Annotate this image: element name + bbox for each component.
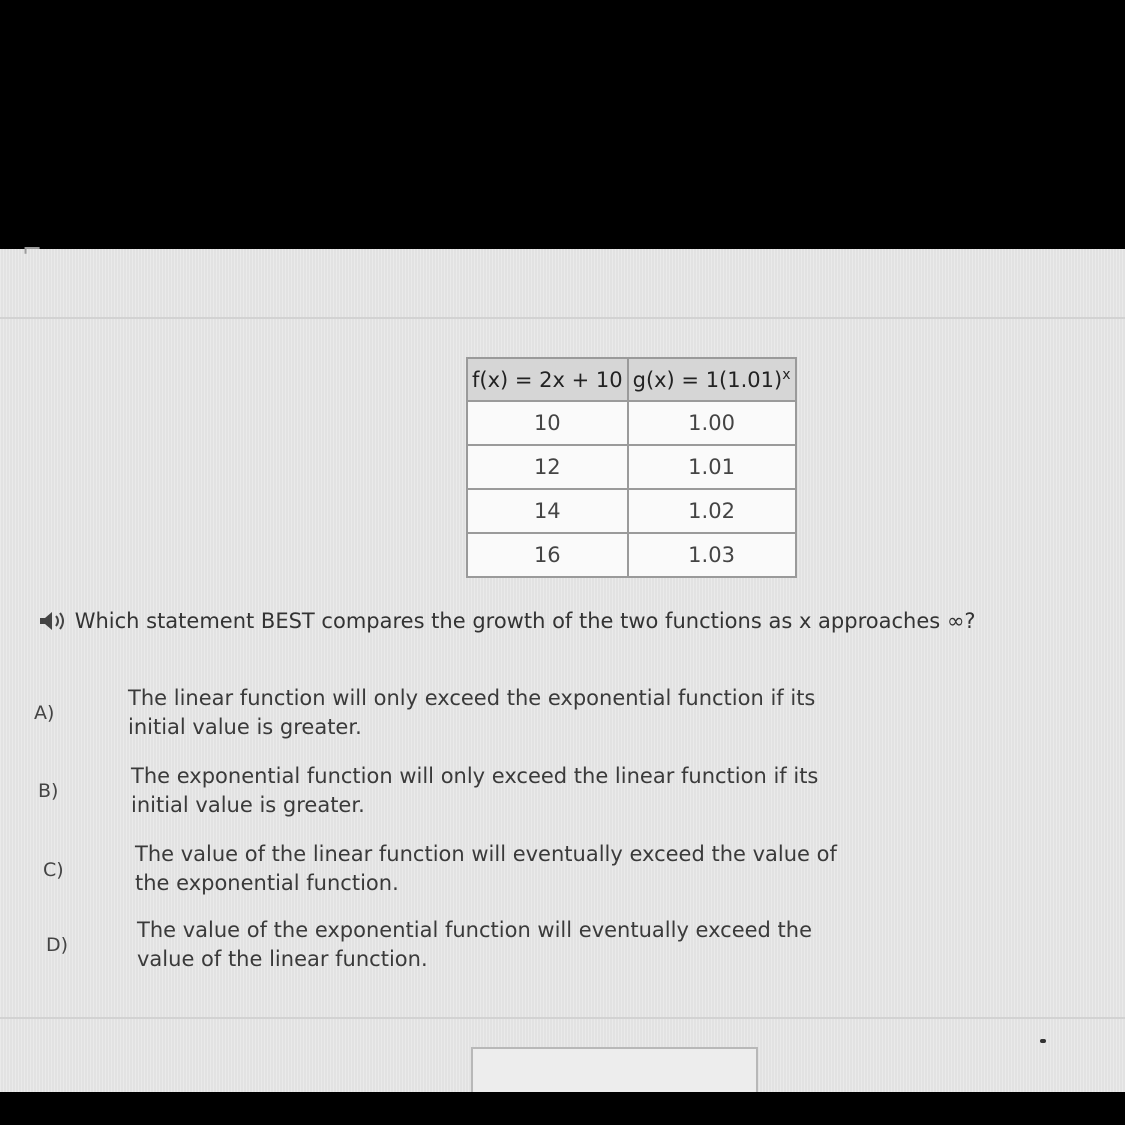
table-cell: 1.02 <box>628 489 796 533</box>
option-b-letter[interactable]: B) <box>38 780 59 802</box>
question-text: Which statement BEST compares the growth of the two functions as x approaches ∞? <box>74 609 976 633</box>
divider <box>0 1017 1125 1019</box>
table-cell: 14 <box>467 489 628 533</box>
table-cell: 16 <box>467 533 628 577</box>
table-row <box>467 489 796 533</box>
option-c-text[interactable]: The value of the linear function will eventually exceed the value of the exponential function. <box>135 842 837 895</box>
table-row <box>467 533 796 577</box>
question-prompt <box>38 609 1098 633</box>
table-row <box>467 445 796 489</box>
option-d-letter[interactable]: D) <box>46 934 69 956</box>
option-d-text[interactable]: The value of the exponential function will eventually exceed the value of the linear function. <box>137 918 813 971</box>
table-cell: 10 <box>467 401 628 445</box>
quiz-screen <box>0 235 1125 1092</box>
speaker-icon[interactable] <box>38 611 68 631</box>
table-header-row <box>467 358 796 401</box>
cursor-mark <box>1040 1039 1046 1043</box>
table-cell: 1.01 <box>628 445 796 489</box>
table-row <box>467 401 796 445</box>
option-c-letter[interactable]: C) <box>43 859 64 881</box>
option-b-text[interactable]: The exponential function will only exceed the linear function if its initial value is greater. <box>131 764 819 817</box>
table-header-g-base: g(x) = 1(1.01) <box>632 368 783 392</box>
table-cell: 1.03 <box>628 533 796 577</box>
option-a-letter[interactable]: A) <box>34 702 55 724</box>
option-a-text[interactable]: The linear function will only exceed the exponential function if its initial value is greater. <box>128 686 816 739</box>
cropped-previous-text: ⌐ <box>22 235 43 263</box>
divider <box>0 317 1125 319</box>
table-cell: 12 <box>467 445 628 489</box>
table-header-g-exponent: x <box>782 367 791 383</box>
screen-bezel <box>0 1092 1125 1125</box>
function-table <box>466 357 797 578</box>
table-header-f: f(x) = 2x + 10 <box>467 358 628 401</box>
table-header-g <box>628 358 796 401</box>
table-cell: 1.00 <box>628 401 796 445</box>
